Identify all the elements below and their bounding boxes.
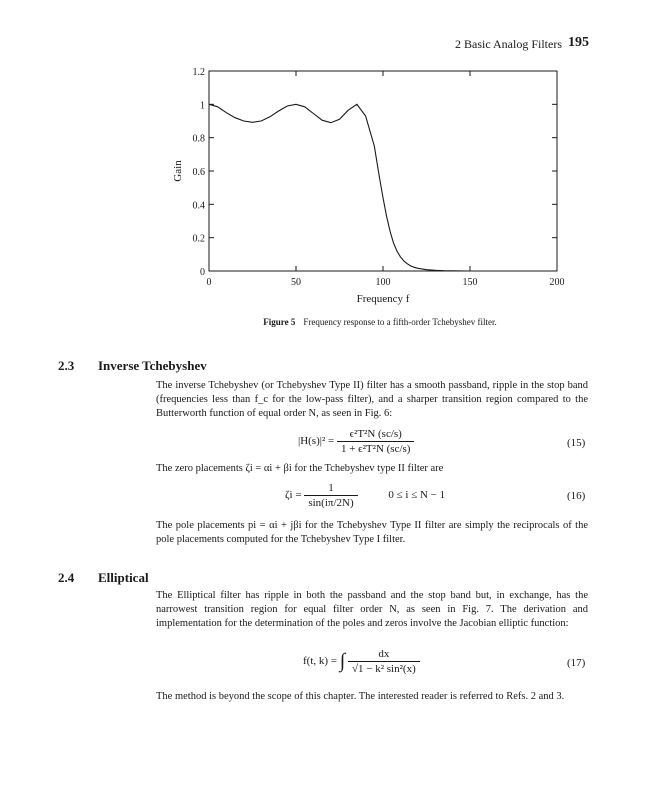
y-tick-label: 0.8: [192, 133, 205, 145]
paragraph-inverse-intro: The inverse Tchebyshev (or Tchebyshev Type II) filter has a smooth passband, ripple in the stop band (frequencies less than f_c for the low-pass filter), and a sharper transition region compared to the Butterworth function of equal order N, as seen in Fig. 6:: [156, 380, 588, 419]
paragraph-pole-placements: The pole placements pi = αi + jβi for the Tchebyshev Type II filter are simply the reciprocals of the pole placements computed for the Tchebyshev Type I filter.: [156, 520, 588, 545]
eq16-denominator: sin(iπ/2N): [308, 497, 354, 509]
page-number: 195: [568, 35, 589, 50]
eq16-numerator: 1: [304, 482, 357, 496]
eq16-lhs: ζi =: [285, 489, 302, 502]
x-tick-label: 200: [549, 277, 565, 288]
section-number: 2.3: [58, 358, 75, 373]
eq17-denominator: √1 − k² sin²(x): [351, 663, 416, 675]
eq17-lhs: f(t, k) =: [303, 655, 337, 668]
plot-frame: [209, 71, 557, 271]
eq15-lhs: |H(s)|² =: [298, 435, 335, 448]
eq17-numerator: dx: [348, 648, 420, 662]
paragraph-elliptical-intro: The Elliptical filter has ripple in both the passband and the stop band but, in exchange, has the narrowest transition region for equal filter order N, as seen in Fig. 7. The derivation and implementation for the determination of the poles and zeros involve the Jacobian elliptic function:: [156, 590, 588, 629]
gain-chart: [0, 0, 647, 310]
y-tick-label: 0.4: [192, 200, 205, 212]
integral-sign: ∫: [339, 650, 346, 672]
figure-label: Figure 5: [263, 317, 296, 327]
equation-number-17: (17): [567, 657, 586, 669]
section-number: 2.4: [58, 570, 75, 585]
equation-15: [298, 428, 414, 455]
paragraph-zero-placements: The zero placements ζi = αi + βi for the Tchebyshev type II filter are: [156, 463, 444, 474]
gain-series-line: [209, 104, 470, 271]
x-tick-label: 100: [375, 277, 391, 288]
y-tick-label: 1.2: [192, 67, 205, 78]
y-tick-label: 0.6: [192, 167, 205, 178]
equation-17: [303, 648, 420, 675]
x-axis-label: Frequency f: [356, 293, 410, 305]
y-tick-label: 0.2: [192, 233, 205, 245]
caption-text: Frequency response to a fifth-order Tchebyshev filter.: [303, 317, 497, 327]
y-tick-label: 0: [200, 267, 205, 278]
section-title: Inverse Tchebyshev: [98, 358, 207, 373]
eq15-numerator: ϵ²T²N (sc/s): [337, 428, 415, 442]
section-heading-2-4: [58, 570, 149, 586]
y-axis-label: Gain: [172, 160, 184, 182]
x-tick-label: 150: [462, 277, 478, 288]
equation-number-15: (15): [567, 437, 586, 449]
section-title: Elliptical: [98, 570, 149, 585]
x-tick-label: 0: [206, 277, 212, 288]
paragraph-method-scope: The method is beyond the scope of this chapter. The interested reader is referred to Refs. 2 and 3.: [156, 691, 565, 702]
eq16-condition: 0 ≤ i ≤ N − 1: [388, 489, 446, 502]
equation-16: [285, 482, 445, 509]
running-header: 2 Basic Analog Filters: [455, 37, 562, 51]
eq15-denominator: 1 + ϵ²T²N (sc/s): [340, 443, 411, 455]
x-tick-label: 50: [291, 277, 301, 288]
figure-caption: [150, 317, 610, 327]
y-tick-label: 1: [200, 100, 205, 112]
equation-number-16: (16): [567, 490, 586, 502]
section-heading-2-3: [58, 358, 207, 374]
